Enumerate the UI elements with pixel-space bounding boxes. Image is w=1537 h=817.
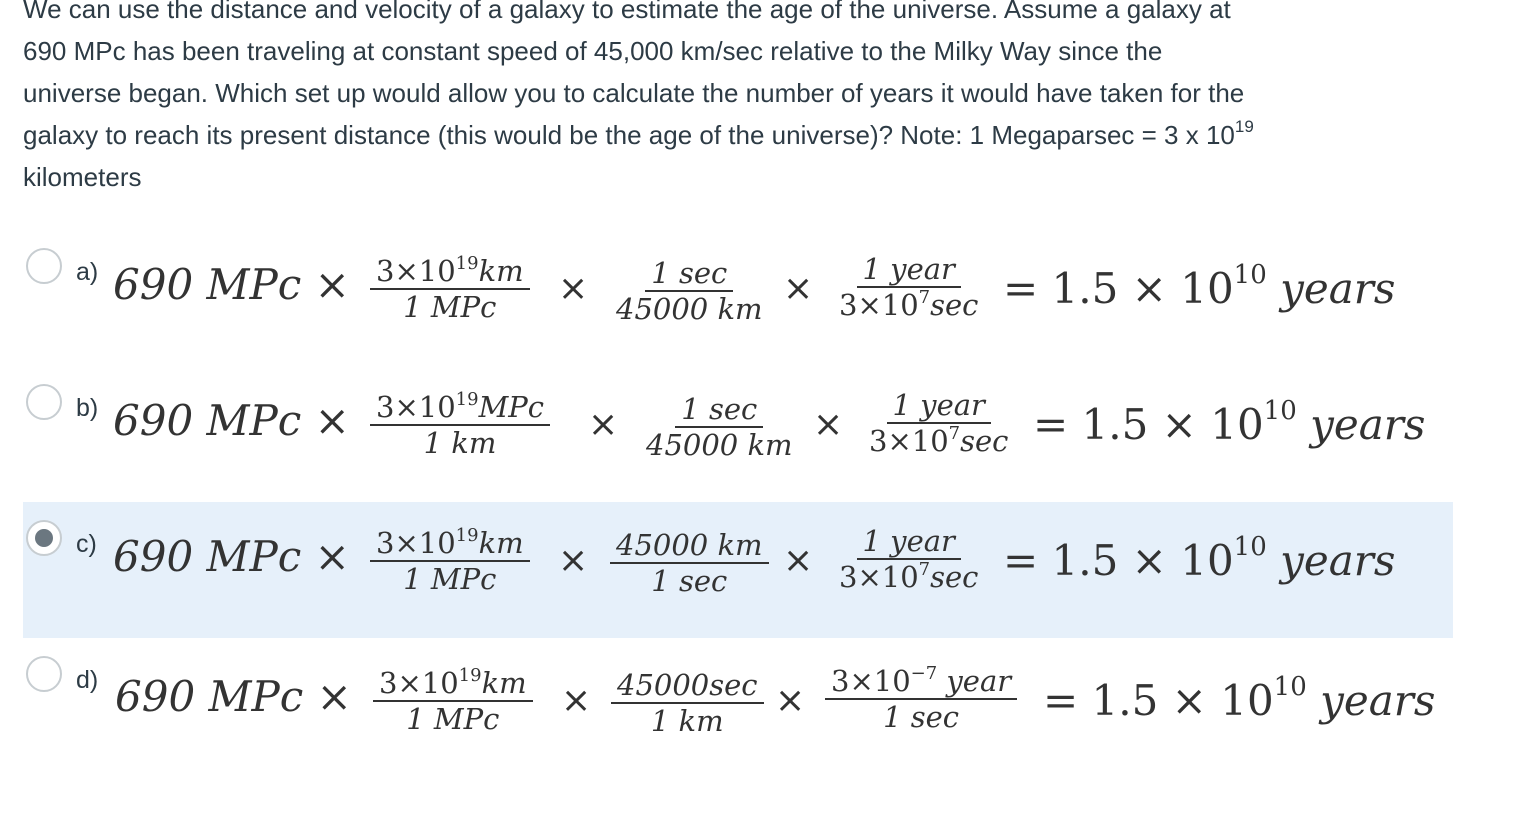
question-line-2: 690 MPc has been traveling at constant speed of 45,000 km/sec relative to the Milky Way since the: [23, 36, 1163, 66]
choice-c-f2-num: 45000 km: [610, 528, 769, 564]
choice-c-lead: 690 MPc ×: [113, 532, 350, 581]
choice-d-result: = $1.5 \times 10^{10}$ years: [1043, 672, 1436, 725]
choice-d-times-1: ×: [561, 680, 592, 721]
question-line-1: We can use the distance and velocity of a galaxy to estimate the age of the universe. Assume a galaxy at: [23, 0, 1231, 24]
choice-d[interactable]: [23, 638, 1453, 774]
choice-b-f3-num: 1 year: [887, 388, 991, 424]
choice-a-fraction-3: [833, 252, 984, 322]
choice-d-f3-den: 1 sec: [883, 700, 960, 734]
choice-c-fraction-3: [833, 524, 984, 594]
choice-d-fraction-1: [373, 666, 533, 736]
choice-a-result: = $1.5 \times 10^{10}$ years: [1003, 260, 1396, 313]
choice-b-f3-den: $3\times 10^7\sec$: [869, 423, 1009, 458]
choice-d-f2-num: 45000sec: [611, 668, 764, 704]
question-line-3: universe began. Which set up would allow you to calculate the number of years it would have taken for the: [23, 78, 1245, 108]
choice-b-fraction-2: [640, 392, 799, 462]
choice-c-fraction-1: [370, 526, 530, 596]
choice-d-letter: d): [76, 666, 99, 694]
choice-b-radio[interactable]: [26, 384, 62, 420]
question-text: [23, 0, 1423, 198]
choice-c-times-2: ×: [783, 540, 814, 581]
choice-a-times-1: ×: [558, 268, 589, 309]
choice-a-times-2: ×: [783, 268, 814, 309]
choice-d-f3-num: $3\times 10^{-7}$ year: [825, 664, 1017, 700]
choice-a-lead: 690 MPc ×: [113, 260, 350, 309]
choice-c-times-1: ×: [558, 540, 589, 581]
choice-a-radio[interactable]: [26, 248, 62, 284]
choice-d-fraction-3: [825, 664, 1017, 734]
choice-d-lead: 690 MPc ×: [115, 672, 352, 721]
choice-b-f2-den: 45000 km: [646, 428, 793, 462]
choice-a[interactable]: [23, 228, 1453, 364]
choice-c-letter: c): [76, 530, 97, 558]
choice-d-f2-den: 1 km: [650, 704, 724, 738]
choice-c-radio[interactable]: [26, 520, 62, 556]
choice-b-f1-den: 1 km: [423, 426, 497, 460]
choice-b[interactable]: [23, 364, 1453, 500]
choice-b-f2-num: 1 sec: [675, 392, 763, 428]
choice-d-radio[interactable]: [26, 656, 62, 692]
choice-c-f1-num: $3\times 10^{19}km$: [370, 526, 530, 562]
choice-b-fraction-1: [370, 390, 550, 460]
question-line-4-text: galaxy to reach its present distance (this would be the age of the universe)? Note: 1 Megaparsec = 3 x 10: [23, 120, 1235, 150]
question-line-5: kilometers: [23, 162, 142, 192]
choice-d-f1-num: $3\times 10^{19}km$: [373, 666, 533, 702]
choice-d-times-2: ×: [775, 680, 806, 721]
choice-b-times-1: ×: [588, 404, 619, 445]
choice-c-f3-den: $3\times 10^7\sec$: [839, 559, 979, 594]
choice-c-fraction-2: [610, 528, 769, 598]
choice-a-f2-den: 45000 km: [616, 292, 763, 326]
choice-d-f1-den: 1 MPc: [406, 702, 500, 736]
choice-d-fraction-2: [611, 668, 764, 738]
choice-c-f2-den: 1 sec: [651, 564, 728, 598]
choice-a-f3-num: 1 year: [857, 252, 961, 288]
question-line-4: [23, 114, 1423, 156]
choice-b-letter: b): [76, 394, 99, 422]
choice-b-fraction-3: [863, 388, 1014, 458]
choice-b-times-2: ×: [813, 404, 844, 445]
choice-a-fraction-1: [370, 254, 530, 324]
choice-b-result: = $1.5 \times 10^{10}$ years: [1033, 396, 1426, 449]
choice-a-fraction-2: [610, 256, 769, 326]
choice-c-f1-den: 1 MPc: [403, 562, 497, 596]
choice-b-lead: 690 MPc ×: [113, 396, 350, 445]
choice-c-result: = $1.5 \times 10^{10}$ years: [1003, 532, 1396, 585]
question-exponent: 19: [1234, 117, 1254, 136]
choice-b-f1-num: $3\times 10^{19}MPc$: [370, 390, 550, 426]
choice-a-f3-den: $3\times 10^7\sec$: [839, 287, 979, 322]
choice-a-letter: a): [76, 258, 99, 286]
choice-c[interactable]: [23, 502, 1453, 638]
choice-a-f1-num: $3\times 10^{19}km$: [370, 254, 530, 290]
choice-a-f2-num: 1 sec: [645, 256, 733, 292]
choice-c-f3-num: 1 year: [857, 524, 961, 560]
choice-a-f1-den: 1 MPc: [403, 290, 497, 324]
